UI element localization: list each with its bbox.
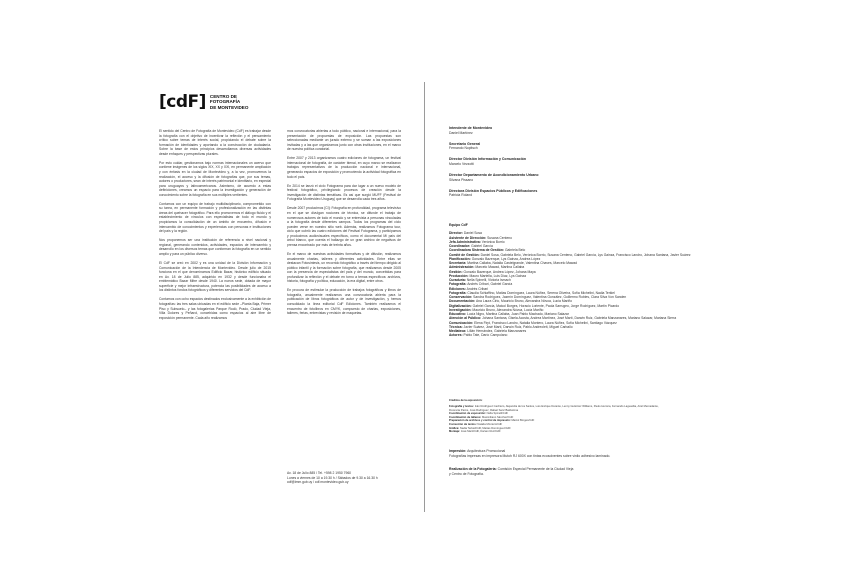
credit-row-value: Nadia Terkiel/CdF, Matías Domínguez/CdF — [459, 426, 511, 430]
credit-row-label: Comunicación: — [449, 320, 474, 325]
credit-row-value: Verónica Borrio — [481, 239, 505, 244]
paragraph: Nos proponemos ser una institución de referencia a nivel nacional y regional, generando contenidos, actividades, espacios de intercambio y desarrollo en los diversos temas que conforman la fotografía en un sentido amplio y para un público diverso. — [159, 238, 271, 256]
credit-row-label: Documentación: — [449, 299, 476, 304]
cdf-logo-mark: [cdF] — [159, 92, 206, 112]
credit-row-value: Maicol Borges/CdF — [511, 419, 535, 423]
credit-row-label: Técnica: — [449, 324, 463, 329]
credit-row-value: Andrés Cribari, Gabriel García — [467, 282, 513, 287]
realization-detail: y Centro de Fotografía. — [449, 471, 484, 476]
credit-entry — [449, 126, 699, 135]
credit-row-label: Gestión: — [449, 269, 463, 274]
credit-name: Daniel Martínez — [449, 130, 473, 135]
credit-row-label: Jefa Administrativa: — [449, 239, 481, 244]
credit-row-value: Martina Callaba, Natalia Castelgrande, Valentina Chaves, Marcelo Mawad — [467, 261, 578, 266]
credit-row-label: Coordinador: — [449, 244, 471, 249]
paragraph: Desde 2007 producimos [CI]: Fotografía en profundidad, programa televisivo en el que se divulgan nociones de técnica, se difunde el trabajo de numerosos autores de todo el mundo y se entrevista a personas vinculadas a la fotografía desde diferentes campos. Todos los programas del ciclo pueden verse en nuestro sitio web. Además, realizamos Fotograma tour, ciclo que cubrió las cuatro ediciones del Festival Fotograma, y participamos y producimos audiovisuales específicos, como el documental Mi país del árbol blanco, que cuenta el hallazgo de un gran archivo de negativos de prensa encontrado por más de treinta años. — [287, 206, 401, 247]
realization-label: Realización de la Fotogalería: — [449, 467, 497, 471]
exhibition-credits — [449, 399, 659, 434]
address-line: Av. 18 de Julio 885 / Tel. +598 2 1950 7960 — [287, 471, 352, 475]
credit-row-label: Administración: — [449, 265, 475, 270]
credit-row-value: Lillán Hernández, Gabriela Manzanares — [467, 329, 527, 334]
credit-role: Director División Información y Comunicación — [449, 157, 527, 162]
credit-row-value: Iván Rodríguez Cachiero, Alejandra de los Santos, Luis Enrique Durante, Lenny Gutiérrez Williams, Paulo Herrera, Fernando Laguardia, Ariel Mercadante, Florencia Pazos, José Rodríguez, Rafael Sanz Balduzona — [449, 404, 659, 412]
paragraph: El sentido del Centro de Fotografía de Montevideo (CdF) es trabajar desde la fotografía con el objetivo de incentivar la reflexión y el pensamiento crítico sobre temas de interés social, propiciando el debate sobre la formación de identidades y aportando a la construcción de ciudadanía. Sobre la base de estos principios desarrollamos diversas actividades desde enfoques y perspectivas plurales. — [159, 129, 271, 156]
credit-name: Patricia Roland — [449, 193, 472, 198]
credit-row-value: Daniel Sosa — [463, 231, 482, 236]
credit-row-label: Producción: — [449, 273, 469, 278]
credit-row — [449, 430, 659, 434]
credit-entry — [449, 157, 699, 166]
middle-text-column — [287, 129, 401, 320]
impression-value: Arquitectura Promocional — [467, 449, 506, 453]
credit-row-value: Johana Santana, Gisela Acosta, Andrea Martínez, José Martí, Darwin Ruiz, Gabriela Manzanares, Mariano Salazar, Mariana Sierra — [482, 316, 677, 321]
credit-row-label: Gráfica: — [449, 426, 460, 430]
cdf-logo-text — [210, 94, 249, 110]
credit-row-label: Coordinación de exposición: — [449, 412, 486, 416]
paragraph: Contamos con un equipo de trabajo multidisciplinario, comprometido con su tarea, en permanente formación y profesionalización en las distintas áreas del quehacer fotográfico. Para ello promovemos el diálogo fluido y el establecimiento de vínculos con especialistas de todo el mundo y propiciamos la consolidación de un ámbito de encuentro, difusión e intercambio de conocimientos y experiencias con personas e instituciones del país y la región. — [159, 201, 271, 234]
credit-row-label: Coordinación de talleres: — [449, 415, 482, 419]
credit-row-value: Pablo Tate, Darío Campolano — [463, 333, 508, 338]
credit-row-label: Fotografía y textos: — [449, 404, 474, 408]
credit-row-value: Andrés Cribari — [466, 286, 489, 291]
address-line: Lunes a viernes de 10 a 19.30 h / Sábados de 9.30 a 16.30 h — [287, 475, 378, 480]
credit-row-label: Digitalización: — [449, 303, 472, 308]
contact-address — [287, 471, 403, 485]
credit-role: Director Departamento de Acondicionamiento Urbano — [449, 173, 539, 178]
credit-row-label: Asistente de Dirección: — [449, 235, 487, 240]
realization-credit — [449, 467, 699, 476]
credit-row-label: Coordinadora Sistema de Gestión: — [449, 248, 504, 253]
credit-row-label: Conservación: — [449, 295, 473, 300]
logo-line: CENTRO DE — [209, 94, 237, 100]
credit-row-value: Mauricio Bruno, Alexandra Nóvoa, Lucía Mariño — [472, 307, 544, 312]
credit-row-value: Claudia Schiaffino, Matías Domínguez, Laura Núñez, Serena Oliveira, Sofía Michelini, Nadia Terkiel — [467, 290, 615, 295]
credit-name: Fernando Nopitsch — [449, 146, 478, 151]
credit-row-label: Investigación: — [449, 307, 472, 312]
credit-row-value: Gabriela Belo — [504, 248, 526, 253]
authorities-credits — [449, 126, 699, 204]
credit-row-value: Ana Laura Cirio, Mauricio Bruno, Alexandra Nóvoa, Lucía Mariño — [475, 299, 573, 304]
left-text-column — [159, 129, 271, 325]
credit-row-value: Mauro Martella, Luis Díaz, Lys Gainza — [469, 273, 527, 278]
impression-label: Impresión: — [449, 449, 467, 453]
credit-row-label: Actores: — [449, 333, 463, 338]
credit-row-value: Natalia Montero/CdF — [477, 422, 503, 426]
credit-row-label: Ediciones: — [449, 286, 466, 291]
team-rows — [449, 231, 697, 337]
credit-role: Secretario General — [449, 141, 481, 146]
credit-row-label: Mediateca: — [449, 329, 467, 334]
logo-line: DE MONTEVIDEO — [209, 104, 249, 110]
expo-rows — [449, 405, 659, 434]
credit-row-value: Gonzalo Bazerque, Lys Gainza, Andrea López — [471, 256, 541, 261]
team-list — [449, 223, 697, 338]
credit-row-label: Educativo: — [449, 312, 467, 317]
paragraph: Contamos con ocho espacios destinados exclusivamente a la exhibición de fotografías: las tres salas ubicadas en el edificio sede –Planta Baja, Primer Piso y Subsuelo– y las fotogalerías Parque Rodó, Prado, Ciudad Vieja, Villa Dolores y Peñarol, concebidas como espacios al aire libre de exposición permanente. Cada año realizamos — [159, 297, 271, 320]
credit-row-label: Fotografía: — [449, 290, 467, 295]
credit-row-label: Atención al Público: — [449, 316, 482, 321]
credit-row-value: Gabriel García, Maicol Borges, Horacio Loriente, Paola Sarrugeo, Jorge Rodríguez, Martín Picardo — [472, 303, 620, 308]
credit-row-value: Javier Suárez, José Martí, Darwin Ruiz, Pablo Andreoleit, Miguel Carballo — [463, 324, 573, 329]
credit-row-value: Nella Spinelli, Victoria Ismach — [466, 278, 511, 283]
credit-row-value: Lucía Nigro, Martina Callaba, Juan Pablo Machado, Mariano Salazar — [467, 312, 569, 317]
credit-role: Directora División Espacios Públicos y Edificaciones — [449, 188, 538, 193]
cdf-logo — [159, 93, 248, 111]
credit-row-value: Nella Spinelli/CdF — [486, 412, 509, 416]
credit-row-label: Fotografía: — [449, 282, 467, 287]
credit-row-label: Secretaría: — [449, 261, 467, 266]
logo-line: FOTOGRAFÍA — [209, 99, 241, 105]
credit-row-value: Sandra Rodríguez, Jazmín Domínguez, Valentina González, Guillermo Robles, Clara Silva Von Sanden — [473, 295, 627, 300]
expo-heading: Créditos de la exposición: — [449, 399, 483, 402]
paragraph: En 2014 se lanzó el ciclo Fotograma para dar lugar a un nuevo modelo de festival fotográfico, privilegiando procesos de creación desde la investigación de distintas temáticas. Es así que surgió MUFF (Festival de Fotografía Montevideo Uruguay) que se desarrolla cada tres años. — [287, 183, 401, 202]
credit-row-label: Preparación de archivos y control de impresión: — [449, 419, 511, 423]
credit-name: Marcelo Vezzotti — [449, 161, 474, 166]
credit-entry — [449, 189, 699, 198]
credit-row-label: Planificación: — [449, 256, 471, 261]
credit-row — [449, 333, 697, 337]
credit-row-value: Marcelo Mawad, Martina Callaba — [475, 265, 525, 270]
credit-entry — [449, 173, 699, 182]
impression-detail: Fotografías impresas en impresora Mutoh RJ 600X con tintas ecosolventes sobre vinilo adhesivo laminado. — [449, 453, 611, 458]
credit-entry — [449, 142, 699, 151]
credit-row-label: Montaje: — [449, 430, 461, 434]
address-line: cdf@imm.gub.uy / cdf.montevideo.gub.uy — [287, 480, 349, 485]
credit-row-value: Elena Firpi, Francisco Landro, Natalia Montero, Laura Núñez, Sofía Michelini, Santiago Vázquez — [474, 320, 617, 325]
paragraph: En el marco de nuestras actividades formativas y de difusión, realizamos anualmente charlas, talleres y diferentes actividades. Entre ellas se destacan Fotosintesis, un recorrido fotográfico a través del tiempo dirigido al público infantil y la formación sobre fotografía, que realizamos desde 2005 con la presencia de especialistas del país y del mundo, concebidas para profundizar la reflexión y el debate en torno a temas específicos: archivos, historia, fotografía y política, educación, la era digital, entre otros. — [287, 251, 401, 284]
paragraph: El CdF se creó en 2002 y es una unidad de la División Información y Comunicación de la Intendencia de Montevideo. Desde julio de 2015 funciona en el que denominamos Edificio Bazar, histórico edificio situado en Av. 18 de Julio 885, adquirido en 1932 y desde funcionaba el emblemático Bazar Mitre desde 1940. La nueva sede, dotada de mayor superficie y mejor infraestructura, potencia las posibilidades de acceso a los distintos fondos fotográficos y diferentes servicios del CdF. — [159, 261, 271, 293]
credit-row-value: Gonzalo Bazerque, Andrea López, Johana Maya — [463, 269, 536, 274]
credit-row-value: Daniel Sosa, Gabriela Belo, Verónica Borrio, Susana Centeno, Gabriel García, Lys Gainza, Francisco Landro, Johana Santana, Javier Suárez — [480, 252, 691, 257]
credit-role: Intendente de Montevideo — [449, 126, 493, 130]
impression-credit — [449, 449, 699, 458]
credit-row-label: Corrección de textos: — [449, 422, 477, 426]
paragraph: Por esto cuidar, gestionamos bajo normas internacionales un acervo que contiene imágenes de los siglos XIX, XX y XXI, en permanente ampliación y con énfasis en la ciudad de Montevideo y, a la vez, promovemos la realización, el acceso y la difusión de fotografías que, por sus temas, autores o productores, sean de interés patrimonial e identitario, en especial para uruguayos y latinoamericanos. Asimismo, de acuerdo a estas definiciones, creamos un espacio para la investigación y generación de conocimiento sobre la fotografía en sus múltiples vertientes. — [159, 160, 271, 197]
credit-row-value: José Martí/CdF, Darwin Ruiz/CdF — [460, 430, 501, 434]
paragraph: mos convocatorias abiertas a todo público, nacional e internacional, para la presentación de propuestas de exposición. Las propuestas son seleccionadas mediante un jurado externo y se suman a las exposiciones invitadas y a las que organizamos junto con otras instituciones, en el marco de nuestra política curatorial. — [287, 129, 401, 152]
team-heading: Equipo CdF — [449, 223, 468, 227]
credit-row-label: Comité de Gestión: — [449, 252, 480, 257]
paragraph: Entre 2007 y 2013 organizamos cuatro ediciones de fotograma, un festival internacional de fotografía, de carácter bienal, en cuyo marco se realizaron trabajos representativos de la producción nacional e internacional, generando espacios de exposición y promoviendo la actividad fotográfica en todo el país. — [287, 156, 401, 179]
credit-row-value: Susana Centeno — [487, 235, 513, 240]
paragraph: En procura de estimular la producción de trabajos fotográficos y libros de fotografía, anualmente realizamos una convocatoria abierta para la publicación de libros fotográficos de autor y de investigación, y hemos consolidado la línea editorial CdF Ediciones. También realizamos el encuentro de fotolibros en CMYK, compuesto de charlas, exposiciones, talleres, ferias, entrevistas y revisión de maquetas. — [287, 288, 401, 316]
credit-name: Silvana Pissano — [449, 177, 474, 182]
credit-row-label: Curaduría: — [449, 278, 466, 283]
credit-row-value: Gabriel García — [471, 244, 493, 249]
credit-row-label: Director: — [449, 231, 463, 236]
realization-value: Comisión Especial Permanente de la Ciudad Vieja — [497, 467, 574, 471]
credit-row-value: Maximiliano Sánchez/CdF — [482, 415, 514, 419]
page-fold-divider — [424, 82, 425, 512]
